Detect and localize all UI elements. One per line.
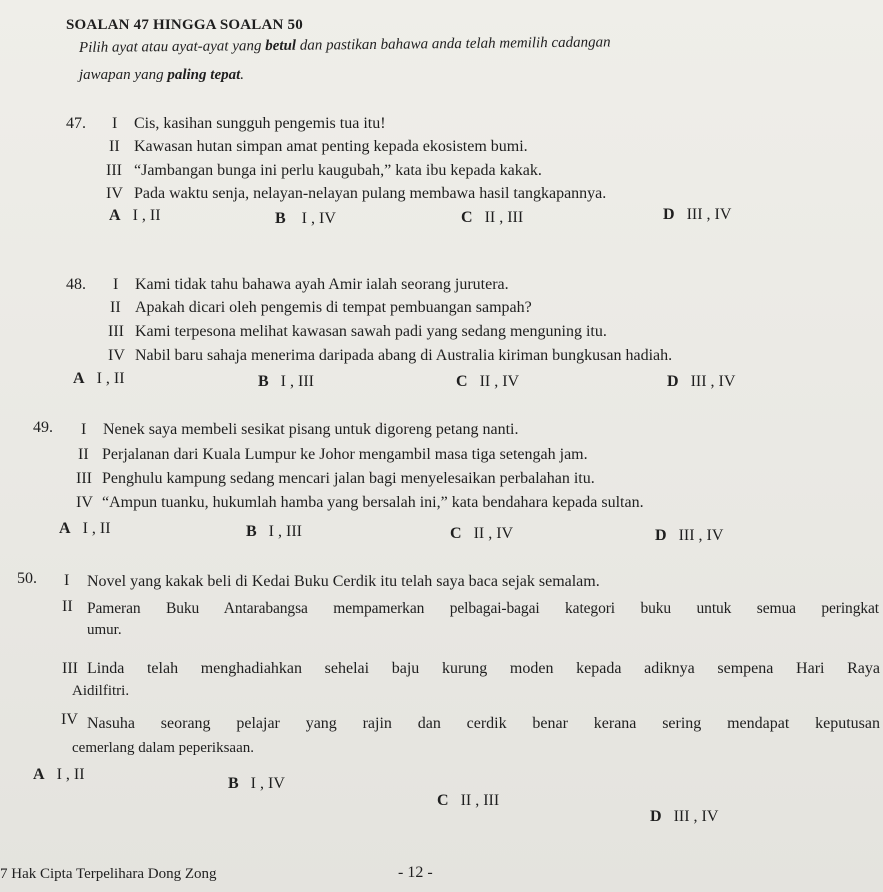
statement-text: “Jambangan bunga ini perlu kaugubah,” kata ibu kepada kakak. [134,162,542,179]
option-value: I , III [268,523,302,540]
option-letter: B [275,210,286,227]
statement-text: Nenek saya membeli sesikat pisang untuk digoreng petang nanti. [103,421,519,438]
statement-roman: IV [76,494,93,511]
option-letter: D [655,527,667,544]
statement-roman: I [113,276,119,293]
option-value: I , II [56,766,85,783]
statement-roman: III [62,660,78,677]
statement-text: Pameran Buku Antarabangsa mempamerkan pelbagai-bagai kategori buku untuk semua peringkat [87,600,879,617]
option-value: III , IV [686,206,732,223]
statement-text: Nabil baru sahaja menerima daripada abang di Australia kiriman bungkusan hadiah. [135,347,673,364]
statement-roman: IV [108,347,125,364]
option-value: II , IV [479,373,520,390]
instruction-emphasis-betul: betul [265,37,297,55]
statement-text-continuation: Aidilfitri. [72,683,130,699]
statement-roman: III [106,162,122,179]
option-d[interactable] [667,373,735,391]
option-c[interactable] [437,792,499,810]
statement-text: Perjalanan dari Kuala Lumpur ke Johor mengambil masa tiga setengah jam. [102,446,588,463]
section-heading: SOALAN 47 HINGGA SOALAN 50 [66,17,303,33]
statement-text: Novel yang kakak beli di Kedai Buku Cerdik itu telah saya baca sejak semalam. [87,573,600,590]
question-number: 50. [17,570,37,587]
statement-text: Apakah dicari oleh pengemis di tempat pembuangan sampah? [135,299,532,316]
option-a[interactable] [73,370,125,388]
option-letter: A [33,766,45,783]
statement-text: Pada waktu senja, nelayan-nelayan pulang membawa hasil tangkapannya. [134,185,607,202]
question-number: 49. [33,419,53,436]
option-d[interactable] [650,808,718,826]
option-value: I , II [82,520,111,537]
option-letter: D [650,808,662,825]
statement-roman: IV [61,711,78,728]
option-b[interactable] [275,210,336,228]
instruction-emphasis-paling-tepat: paling tepat [167,67,241,83]
statement-text: Kami tidak tahu bahawa ayah Amir ialah seorang jurutera. [135,276,509,293]
option-b[interactable] [246,523,302,541]
copyright-footer: 7 Hak Cipta Terpelihara Dong Zong [0,866,217,882]
statement-text: Nasuha seorang pelajar yang rajin dan cerdik benar kerana sering mendapat keputusan [87,715,880,732]
option-b[interactable] [258,373,314,391]
option-value: I , II [96,370,125,387]
question-number: 47. [66,115,86,132]
statement-roman: III [76,470,92,487]
statement-roman: I [81,421,87,438]
instruction-line-1 [79,34,611,57]
option-a[interactable] [109,207,161,225]
option-d[interactable] [663,206,731,224]
statement-text-continuation: cemerlang dalam peperiksaan. [72,740,254,756]
option-letter: D [663,206,675,223]
option-letter: D [667,373,679,390]
option-value: II , III [484,209,524,226]
option-value: I , III [280,373,314,390]
statement-roman: II [109,138,120,155]
statement-text: Linda telah menghadiahkan sehelai baju kurung moden kepada adiknya sempena Hari Raya [87,660,880,677]
option-letter: A [73,370,85,387]
option-value: I , II [132,207,161,224]
statement-roman: II [62,598,73,615]
option-value: II , IV [473,525,514,542]
instruction-text-2b: . [240,67,245,83]
statement-text: Kami terpesona melihat kawasan sawah padi yang sedang menguning itu. [135,323,607,340]
statement-text: Kawasan hutan simpan amat penting kepada ekosistem bumi. [134,138,528,155]
option-letter: B [246,523,257,540]
instruction-text-1a: Pilih ayat atau ayat-ayat yang [78,38,266,56]
instruction-line-2 [79,67,244,84]
statement-text-continuation: umur. [87,622,122,638]
statement-text: “Ampun tuanku, hukumlah hamba yang bersalah ini,” kata bendahara kepada sultan. [102,494,644,511]
option-value: III , IV [673,808,719,825]
question-number: 48. [66,276,86,293]
option-c[interactable] [461,209,523,227]
option-value: II , III [460,792,500,809]
option-value: III , IV [678,527,724,544]
option-d[interactable] [655,527,723,545]
statement-text: Penghulu kampung sedang mencari jalan bagi menyelesaikan perbalahan itu. [102,470,595,487]
option-letter: C [437,792,449,809]
statement-roman: I [64,572,70,589]
option-c[interactable] [450,525,513,543]
option-letter: B [228,775,239,792]
option-letter: A [109,207,121,224]
option-letter: C [461,209,473,226]
statement-roman: II [78,446,89,463]
instruction-text-1b: dan pastikan bahawa anda telah memilih cadangan [295,34,611,54]
option-letter: B [258,373,269,390]
instruction-text-2a: jawapan yang [79,67,168,83]
statement-roman: III [108,323,124,340]
page-number: - 12 - [398,864,433,881]
option-value: III , IV [690,373,736,390]
option-b[interactable] [228,775,285,793]
option-c[interactable] [456,373,519,391]
statement-roman: II [110,299,121,316]
statement-roman: I [112,115,118,132]
option-letter: A [59,520,71,537]
option-value: I , IV [301,210,336,227]
option-letter: C [456,373,468,390]
option-letter: C [450,525,462,542]
statement-text: Cis, kasihan sungguh pengemis tua itu! [134,115,386,132]
option-a[interactable] [59,520,111,538]
statement-roman: IV [106,185,123,202]
option-value: I , IV [250,775,285,792]
option-a[interactable] [33,766,85,784]
